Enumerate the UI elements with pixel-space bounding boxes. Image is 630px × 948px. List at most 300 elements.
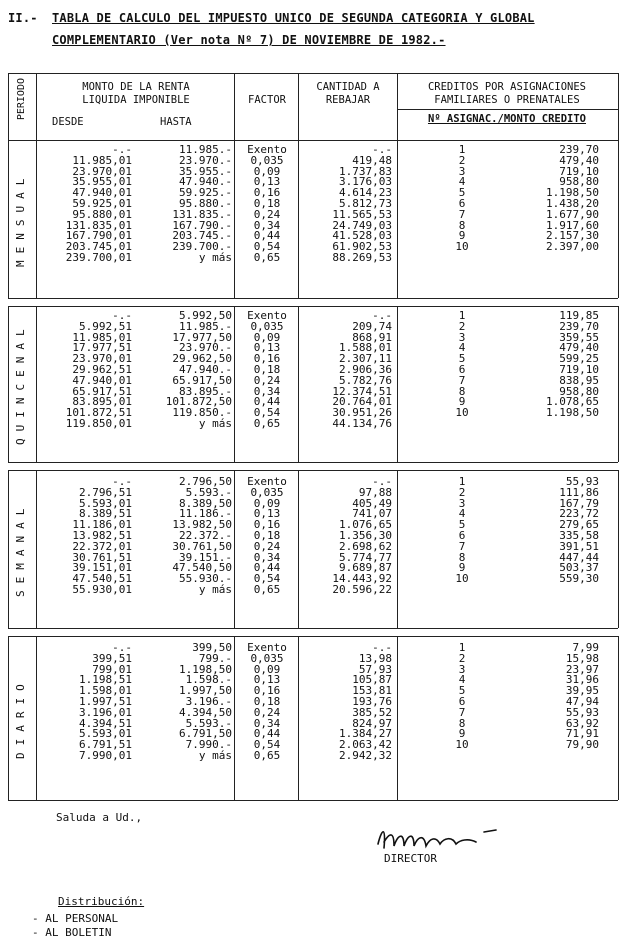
table-cell-asignac: 3 — [458, 164, 466, 178]
table-rule — [8, 140, 618, 141]
table-cell-desde: 47.540,51 — [72, 572, 132, 586]
table-cell-credito: 15,98 — [565, 651, 599, 665]
table-cell-cantidad: -.- — [372, 309, 392, 322]
table-cell-hasta: 11.985.- — [179, 319, 232, 333]
table-cell-factor: 0,34 — [253, 384, 281, 398]
table-cell-cantidad: 61.902,53 — [332, 240, 392, 254]
table-cell-desde: 22.372,01 — [72, 539, 132, 553]
table-cell-asignac: 10 — [455, 738, 469, 752]
table-cell-hasta: 7.990.- — [185, 738, 232, 752]
table-cell-desde: 11.985,01 — [72, 330, 132, 344]
table-rule — [618, 470, 619, 628]
table-cell-factor: 0,65 — [253, 417, 281, 430]
table-cell-credito: 7,99 — [572, 641, 599, 654]
table-cell-hasta: 1.598.- — [185, 673, 232, 687]
table-rule — [397, 470, 398, 628]
table-cell-cantidad: 97,88 — [358, 485, 392, 499]
table-cell-asignac: 1 — [458, 309, 466, 322]
table-rule — [36, 306, 37, 462]
table-cell-cantidad: 20.596,22 — [332, 583, 392, 596]
table-cell-factor: 0,09 — [253, 330, 281, 344]
table-cell-cantidad: 5.774,77 — [339, 550, 392, 564]
table-rule — [8, 306, 9, 462]
table-cell-cantidad: 209,74 — [352, 319, 392, 333]
table-cell-asignac: 7 — [458, 207, 466, 221]
table-cell-credito: 119,85 — [559, 309, 599, 322]
table-cell-credito: 391,51 — [559, 539, 599, 553]
table-rule — [618, 306, 619, 462]
table-cell-cantidad: 2.063,42 — [339, 738, 392, 752]
table-cell-cantidad: -.- — [372, 143, 392, 156]
header-cantidad-line2: REBAJAR — [325, 94, 371, 106]
table-cell-asignac: 4 — [458, 175, 466, 189]
table-cell-desde: 203.745,01 — [65, 240, 132, 254]
table-cell-desde: 119.850,01 — [65, 417, 132, 430]
table-cell-cantidad: 193,76 — [352, 695, 392, 708]
table-cell-cantidad: 868,91 — [352, 330, 392, 344]
table-cell-hasta: 3.196.- — [185, 695, 232, 708]
table-cell-hasta: 55.930.- — [179, 572, 232, 586]
table-cell-credito: 47,94 — [565, 695, 599, 708]
table-cell-hasta: 17.977,50 — [172, 330, 232, 344]
table-cell-desde: 1.198,51 — [79, 673, 132, 687]
table-cell-credito: 167,79 — [559, 496, 599, 510]
table-cell-hasta: 59.925.- — [179, 186, 232, 200]
table-rule — [397, 306, 398, 462]
table-cell-cantidad: 4.614,23 — [339, 186, 392, 200]
table-cell-credito: 111,86 — [559, 485, 599, 499]
table-rule — [618, 636, 619, 800]
table-cell-cantidad: 153,81 — [352, 684, 392, 698]
period-label: SEMANAL — [14, 501, 27, 597]
table-cell-hasta: 39.151.- — [179, 550, 232, 564]
table-cell-desde: 83.895,01 — [72, 395, 132, 409]
table-cell-credito: 39,95 — [565, 684, 599, 698]
table-cell-hasta: 2.796,50 — [179, 475, 232, 488]
table-cell-credito: 79,90 — [565, 738, 599, 752]
table-cell-cantidad: 9.689,87 — [339, 561, 392, 575]
table-cell-cantidad: 741,07 — [352, 507, 392, 521]
table-cell-hasta: 23.970.- — [179, 341, 232, 355]
table-cell-credito: 1.917,60 — [546, 218, 599, 232]
table-cell-factor: 0,035 — [250, 319, 284, 333]
table-cell-factor: 0,44 — [253, 727, 281, 741]
dist-item-boletin: - AL BOLETIN — [32, 926, 112, 939]
table-cell-hasta: 5.593.- — [185, 485, 232, 499]
table-cell-desde: 6.791,51 — [79, 738, 132, 752]
table-cell-credito: 63,92 — [565, 716, 599, 730]
table-cell-asignac: 3 — [458, 496, 466, 510]
table-cell-desde: 101.872,51 — [65, 406, 132, 420]
table-cell-cantidad: 11.565,53 — [332, 207, 392, 221]
table-cell-asignac: 6 — [458, 363, 466, 376]
table-cell-credito: 279,65 — [559, 518, 599, 532]
table-rule — [8, 140, 9, 298]
table-rule — [8, 636, 9, 800]
table-cell-cantidad: 1.356,30 — [339, 529, 392, 542]
table-cell-factor: 0,44 — [253, 561, 281, 575]
table-cell-factor: 0,54 — [253, 572, 281, 586]
table-cell-asignac: 8 — [458, 716, 466, 730]
table-cell-hasta: 29.962,50 — [172, 352, 232, 366]
table-cell-asignac: 10 — [455, 572, 469, 586]
table-cell-desde: 167.790,01 — [65, 229, 132, 243]
table-cell-desde: 23.970,01 — [72, 352, 132, 366]
table-cell-desde: 4.394,51 — [79, 716, 132, 730]
table-cell-factor: 0,44 — [253, 229, 281, 243]
table-cell-cantidad: 5.812,73 — [339, 197, 392, 210]
table-cell-credito: 223,72 — [559, 507, 599, 521]
header-monto-line2: LIQUIDA IMPONIBLE — [82, 94, 190, 106]
table-cell-factor: 0,44 — [253, 395, 281, 409]
table-cell-factor: Exento — [247, 143, 287, 156]
table-cell-cantidad: -.- — [372, 641, 392, 654]
table-cell-cantidad: 41.528,03 — [332, 229, 392, 243]
table-cell-credito: 1.198,50 — [546, 406, 599, 420]
header-desde: DESDE — [52, 116, 84, 128]
table-rule — [234, 73, 235, 140]
table-cell-factor: 0,13 — [253, 341, 281, 355]
table-cell-hasta: 8.389,50 — [179, 496, 232, 510]
table-cell-desde: 11.985,01 — [72, 153, 132, 167]
table-cell-hasta: 65.917,50 — [172, 373, 232, 387]
header-hasta: HASTA — [160, 116, 192, 128]
table-cell-desde: -.- — [112, 309, 132, 322]
table-cell-factor: 0,24 — [253, 705, 281, 719]
table-cell-factor: 0,65 — [253, 749, 281, 762]
table-cell-hasta: y más — [198, 749, 232, 762]
table-cell-desde: 11.186,01 — [72, 518, 132, 532]
header-creditos-line2: FAMILIARES O PRENATALES — [434, 94, 580, 106]
table-cell-factor: Exento — [247, 309, 287, 322]
table-cell-factor: 0,09 — [253, 496, 281, 510]
table-cell-desde: 39.151,01 — [72, 561, 132, 575]
table-cell-cantidad: 2.942,32 — [339, 749, 392, 762]
table-cell-desde: 239.700,01 — [65, 251, 132, 264]
table-cell-cantidad: 824,97 — [352, 716, 392, 730]
saluda-text: Saluda a Ud., — [56, 811, 143, 824]
table-cell-hasta: 6.791,50 — [179, 727, 232, 741]
table-cell-cantidad: 20.764,01 — [332, 395, 392, 409]
table-rule — [8, 636, 618, 637]
table-cell-asignac: 5 — [458, 352, 466, 366]
table-cell-hasta: 47.940.- — [179, 363, 232, 376]
table-cell-credito: 599,25 — [559, 352, 599, 366]
table-cell-desde: 59.925,01 — [72, 197, 132, 210]
table-cell-desde: 5.992,51 — [79, 319, 132, 333]
table-cell-factor: 0,34 — [253, 716, 281, 730]
table-cell-factor: 0,035 — [250, 485, 284, 499]
table-cell-credito: 838,95 — [559, 373, 599, 387]
table-cell-desde: -.- — [112, 143, 132, 156]
distribucion-label: Distribución: — [58, 895, 145, 908]
title-line1: TABLA DE CALCULO DEL IMPUESTO UNICO DE SEGUNDA CATEGORIA Y GLOBAL — [52, 11, 535, 25]
table-cell-desde: 47.940,01 — [72, 186, 132, 200]
table-cell-desde: 13.982,51 — [72, 529, 132, 542]
table-cell-factor: 0,54 — [253, 738, 281, 752]
table-cell-asignac: 5 — [458, 518, 466, 532]
table-cell-hasta: y más — [198, 417, 232, 430]
table-cell-hasta: 119.850.- — [172, 406, 232, 420]
table-cell-asignac: 8 — [458, 384, 466, 398]
table-cell-hasta: 22.372.- — [179, 529, 232, 542]
table-cell-hasta: 101.872,50 — [165, 395, 232, 409]
table-cell-hasta: 47.540,50 — [172, 561, 232, 575]
table-cell-asignac: 1 — [458, 641, 466, 654]
table-cell-asignac: 5 — [458, 186, 466, 200]
header-monto-line1: MONTO DE LA RENTA — [82, 81, 190, 93]
table-cell-asignac: 3 — [458, 662, 466, 676]
period-label: QUINCENAL — [14, 322, 27, 446]
table-cell-cantidad: 5.782,76 — [339, 373, 392, 387]
table-cell-hasta: 11.186.- — [179, 507, 232, 521]
table-cell-cantidad: 1.737,83 — [339, 164, 392, 178]
table-cell-credito: 503,37 — [559, 561, 599, 575]
table-cell-desde: 799,01 — [92, 662, 132, 676]
table-cell-factor: 0,24 — [253, 539, 281, 553]
period-label: DIARIO — [14, 677, 27, 759]
table-cell-factor: 0,035 — [250, 651, 284, 665]
table-cell-factor: 0,65 — [253, 251, 281, 264]
table-cell-asignac: 10 — [455, 406, 469, 420]
table-cell-factor: 0,34 — [253, 218, 281, 232]
table-rule — [36, 73, 37, 140]
table-cell-asignac: 2 — [458, 153, 466, 167]
table-cell-desde: 55.930,01 — [72, 583, 132, 596]
table-cell-factor: 0,16 — [253, 518, 281, 532]
table-cell-asignac: 9 — [458, 727, 466, 741]
table-rule — [397, 140, 398, 298]
table-cell-desde: 23.970,01 — [72, 164, 132, 178]
table-cell-desde: -.- — [112, 641, 132, 654]
table-cell-hasta: 11.985.- — [179, 143, 232, 156]
table-cell-desde: 8.389,51 — [79, 507, 132, 521]
table-cell-factor: 0,09 — [253, 164, 281, 178]
table-cell-credito: 1.677,90 — [546, 207, 599, 221]
table-cell-factor: 0,09 — [253, 662, 281, 676]
header-cantidad-line1: CANTIDAD A — [316, 81, 380, 93]
table-cell-asignac: 4 — [458, 673, 466, 687]
table-cell-desde: 35.955,01 — [72, 175, 132, 189]
table-cell-cantidad: 2.906,36 — [339, 363, 392, 376]
table-cell-hasta: 1.997,50 — [179, 684, 232, 698]
table-cell-factor: 0,035 — [250, 153, 284, 167]
table-cell-hasta: 239.700.- — [172, 240, 232, 254]
table-rule — [618, 73, 619, 140]
table-cell-cantidad: 44.134,76 — [332, 417, 392, 430]
table-cell-credito: 559,30 — [559, 572, 599, 586]
table-rule — [36, 470, 37, 628]
header-creditos-line1: CREDITOS POR ASIGNACIONES — [427, 81, 587, 93]
title-line2: COMPLEMENTARIO (Ver nota Nº 7) DE NOVIEMBRE DE 1982.- — [52, 33, 446, 47]
table-cell-desde: 65.917,51 — [72, 384, 132, 398]
table-cell-asignac: 9 — [458, 561, 466, 575]
table-cell-asignac: 9 — [458, 395, 466, 409]
dist-item-personal: - AL PERSONAL — [32, 912, 119, 925]
table-cell-asignac: 1 — [458, 143, 466, 156]
table-cell-asignac: 8 — [458, 218, 466, 232]
table-rule — [8, 470, 9, 628]
table-cell-credito: 335,58 — [559, 529, 599, 542]
table-cell-desde: 17.977,51 — [72, 341, 132, 355]
table-rule — [298, 73, 299, 140]
table-cell-hasta: 203.745.- — [172, 229, 232, 243]
table-cell-desde: 47.940,01 — [72, 373, 132, 387]
table-cell-desde: 399,51 — [92, 651, 132, 665]
table-cell-cantidad: -.- — [372, 475, 392, 488]
table-cell-credito: 1.438,20 — [546, 197, 599, 210]
table-cell-asignac: 1 — [458, 475, 466, 488]
table-cell-hasta: 13.982,50 — [172, 518, 232, 532]
table-cell-asignac: 6 — [458, 529, 466, 542]
table-rule — [8, 298, 618, 299]
table-cell-cantidad: 105,87 — [352, 673, 392, 687]
table-cell-asignac: 4 — [458, 341, 466, 355]
table-rule — [397, 73, 398, 140]
table-cell-hasta: 4.394,50 — [179, 705, 232, 719]
table-cell-credito: 55,93 — [565, 475, 599, 488]
table-cell-desde: 2.796,51 — [79, 485, 132, 499]
table-rule — [8, 628, 618, 629]
table-cell-asignac: 7 — [458, 539, 466, 553]
table-cell-asignac: 3 — [458, 330, 466, 344]
table-cell-factor: 0,65 — [253, 583, 281, 596]
table-cell-credito: 958,80 — [559, 175, 599, 189]
table-cell-factor: 0,13 — [253, 507, 281, 521]
table-cell-credito: 958,80 — [559, 384, 599, 398]
table-cell-credito: 2.157,30 — [546, 229, 599, 243]
table-cell-asignac: 5 — [458, 684, 466, 698]
table-cell-factor: 0,16 — [253, 186, 281, 200]
table-cell-credito: 479,40 — [559, 153, 599, 167]
table-cell-desde: 1.598,01 — [79, 684, 132, 698]
table-cell-cantidad: 1.384,27 — [339, 727, 392, 741]
table-cell-credito: 71,91 — [565, 727, 599, 741]
header-periodo — [8, 78, 34, 140]
table-rule — [397, 109, 618, 110]
table-cell-desde: 95.880,01 — [72, 207, 132, 221]
table-cell-factor: 0,13 — [253, 175, 281, 189]
table-cell-hasta: 131.835.- — [172, 207, 232, 221]
table-cell-factor: 0,16 — [253, 684, 281, 698]
table-cell-desde: 131.835,01 — [65, 218, 132, 232]
table-cell-factor: Exento — [247, 641, 287, 654]
header-factor: FACTOR — [248, 94, 286, 106]
table-cell-cantidad: 57,93 — [358, 662, 392, 676]
table-cell-desde: 5.593,01 — [79, 727, 132, 741]
title-number: II.- — [8, 11, 38, 25]
table-rule — [618, 140, 619, 298]
table-cell-credito: 2.397,00 — [546, 240, 599, 254]
table-rule — [397, 636, 398, 800]
table-rule — [8, 306, 618, 307]
table-rule — [8, 800, 618, 801]
table-cell-credito: 479,40 — [559, 341, 599, 355]
table-cell-asignac: 10 — [455, 240, 469, 254]
table-cell-asignac: 2 — [458, 319, 466, 333]
table-cell-hasta: 30.761,50 — [172, 539, 232, 553]
table-cell-desde: 3.196,01 — [79, 705, 132, 719]
table-cell-factor: 0,54 — [253, 406, 281, 420]
table-cell-cantidad: 2.307,11 — [339, 352, 392, 366]
table-cell-factor: 0,54 — [253, 240, 281, 254]
table-cell-factor: 0,18 — [253, 529, 281, 542]
table-cell-hasta: y más — [198, 251, 232, 264]
table-cell-hasta: 23.970.- — [179, 153, 232, 167]
table-cell-hasta: 95.880.- — [179, 197, 232, 210]
table-cell-factor: 0,34 — [253, 550, 281, 564]
table-cell-asignac: 4 — [458, 507, 466, 521]
table-rule — [36, 636, 37, 800]
table-cell-cantidad: 13,98 — [358, 651, 392, 665]
table-cell-credito: 23,97 — [565, 662, 599, 676]
table-cell-asignac: 2 — [458, 651, 466, 665]
table-rule — [8, 73, 9, 140]
table-cell-cantidad: 1.076,65 — [339, 518, 392, 532]
table-cell-cantidad: 419,48 — [352, 153, 392, 167]
table-cell-cantidad: 3.176,03 — [339, 175, 392, 189]
table-rule — [8, 73, 618, 74]
table-cell-asignac: 7 — [458, 373, 466, 387]
header-periodo-text: PERIODO — [15, 78, 27, 121]
table-cell-hasta: 47.940.- — [179, 175, 232, 189]
table-cell-factor: 0,16 — [253, 352, 281, 366]
table-cell-factor: 0,24 — [253, 207, 281, 221]
table-cell-asignac: 6 — [458, 197, 466, 210]
table-cell-cantidad: 2.698,62 — [339, 539, 392, 553]
table-cell-credito: 55,93 — [565, 705, 599, 719]
table-cell-cantidad: 30.951,26 — [332, 406, 392, 420]
table-cell-credito: 719,10 — [559, 363, 599, 376]
table-cell-asignac: 7 — [458, 705, 466, 719]
table-cell-hasta: 35.955.- — [179, 164, 232, 178]
table-cell-desde: -.- — [112, 475, 132, 488]
table-cell-factor: Exento — [247, 475, 287, 488]
table-cell-cantidad: 405,49 — [352, 496, 392, 510]
table-cell-desde: 5.593,01 — [79, 496, 132, 510]
table-cell-asignac: 8 — [458, 550, 466, 564]
table-cell-desde: 29.962,51 — [72, 363, 132, 376]
table-cell-hasta: 5.992,50 — [179, 309, 232, 322]
table-cell-credito: 239,70 — [559, 319, 599, 333]
table-cell-asignac: 9 — [458, 229, 466, 243]
table-cell-cantidad: 14.443,92 — [332, 572, 392, 586]
table-cell-cantidad: 24.749,03 — [332, 218, 392, 232]
table-cell-desde: 30.761,51 — [72, 550, 132, 564]
header-creditos-sub: Nº ASIGNAC./MONTO CREDITO — [427, 113, 587, 125]
table-cell-desde: 1.997,51 — [79, 695, 132, 708]
table-cell-asignac: 6 — [458, 695, 466, 708]
table-cell-credito: 447,44 — [559, 550, 599, 564]
table-cell-factor: 0,18 — [253, 363, 281, 376]
table-cell-cantidad: 385,52 — [352, 705, 392, 719]
table-cell-factor: 0,13 — [253, 673, 281, 687]
table-cell-factor: 0,24 — [253, 373, 281, 387]
table-rule — [36, 140, 37, 298]
director-label: DIRECTOR — [384, 852, 437, 865]
table-cell-desde: 7.990,01 — [79, 749, 132, 762]
period-label: MENSUAL — [14, 171, 27, 267]
table-cell-hasta: 5.593.- — [185, 716, 232, 730]
table-cell-hasta: 83.895.- — [179, 384, 232, 398]
table-cell-hasta: y más — [198, 583, 232, 596]
table-cell-credito: 1.198,50 — [546, 186, 599, 200]
table-cell-credito: 31,96 — [565, 673, 599, 687]
table-cell-asignac: 2 — [458, 485, 466, 499]
table-rule — [8, 462, 618, 463]
table-cell-credito: 719,10 — [559, 164, 599, 178]
table-cell-hasta: 1.198,50 — [179, 662, 232, 676]
